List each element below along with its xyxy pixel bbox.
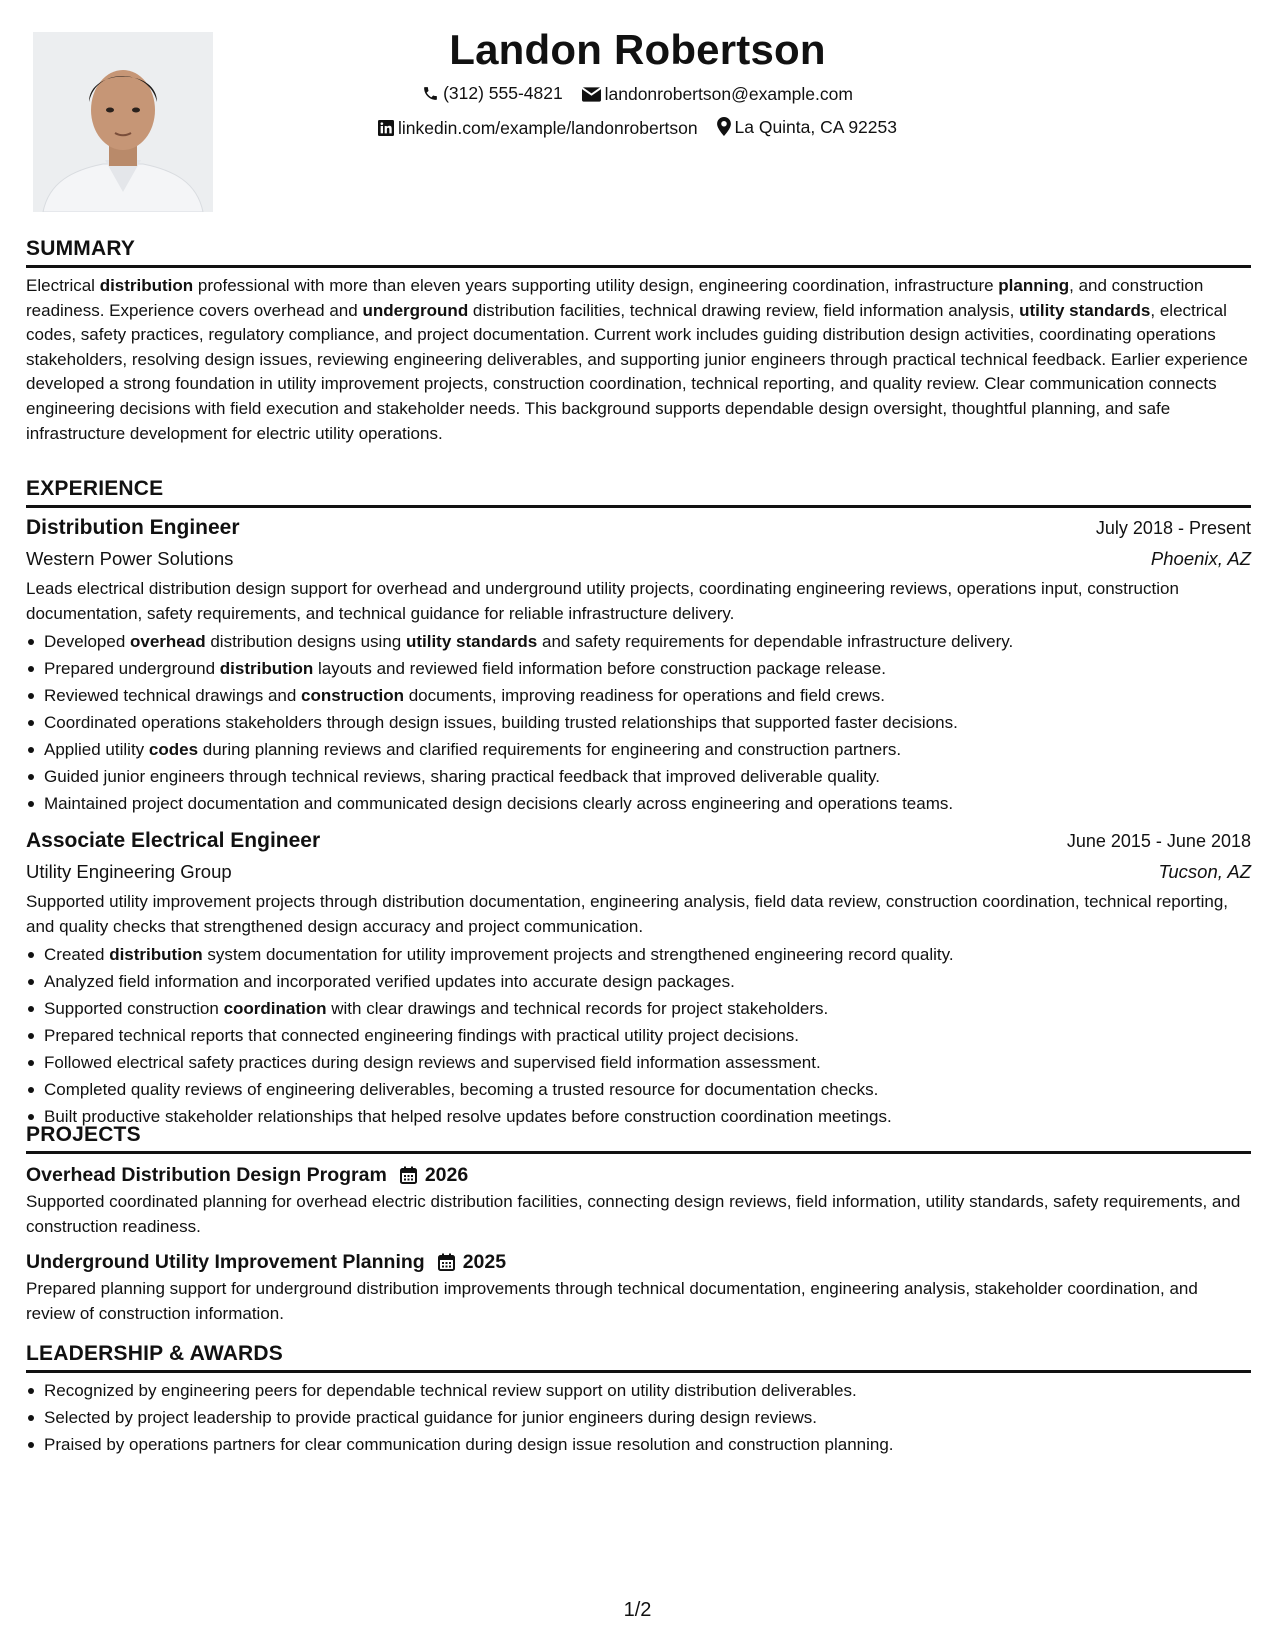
job-bullet-list	[26, 628, 1251, 817]
summary-section	[26, 236, 1251, 446]
phone-text: (312) 555-4821	[443, 83, 563, 103]
text-span: Electrical	[26, 276, 100, 295]
text-span: documents, improving readiness for operations and field crews.	[404, 686, 885, 705]
job-description: Supported utility improvement projects through distribution documentation, engineering analysis, field data review, construction coordination, technical reporting, and quality checks that strengthened design accuracy and project communication.	[26, 892, 1229, 936]
job-description: Leads electrical distribution design support for overhead and underground utility projects, coordinating engineering reviews, operations input, construction documentation, safety requirements, and technical guidance for reliable infrastructure delivery.	[26, 579, 1179, 623]
candidate-name: Landon Robertson	[449, 26, 826, 73]
text-span: Prepared underground	[44, 659, 220, 678]
bold-keyword: distribution	[99, 276, 194, 295]
text-span: and safety requirements for dependable infrastructure delivery.	[537, 632, 1014, 651]
job-bullet-list	[26, 941, 1251, 1130]
page-number: 1/2	[623, 1599, 652, 1621]
contact-row-1	[230, 82, 1045, 107]
list-item	[26, 628, 1251, 655]
list-item	[26, 655, 1251, 682]
text-span: , and construction readiness. Experience covers overhead and	[26, 276, 1204, 320]
bold-keyword: codes	[148, 740, 199, 759]
project-name: Overhead Distribution Design Program	[26, 1164, 387, 1186]
bold-keyword: construction	[301, 686, 404, 705]
experience-heading: EXPERIENCE	[26, 477, 164, 500]
job-location: Tucson, AZ	[1158, 861, 1251, 882]
text-span: professional with more than eleven years supporting utility design, engineering coordination, infrastructure	[193, 276, 999, 295]
project-description: Prepared planning support for underground distribution improvements through technical documentation, engineering analysis, stakeholder coordination, and review of construction information.	[26, 1279, 1198, 1323]
list-item	[26, 736, 1251, 763]
profile-photo	[33, 32, 213, 212]
text-span: system documentation for utility improvement projects and strengthened engineering record quality.	[202, 945, 954, 964]
text-span: Reviewed technical drawings and	[44, 686, 302, 705]
list-item	[26, 1049, 1251, 1076]
text-span: Maintained project documentation and communicated design decisions clearly across engineering and operations teams.	[44, 794, 954, 813]
phone-contact	[422, 82, 563, 104]
project-description: Supported coordinated planning for overhead electric distribution facilities, connecting design reviews, field information, utility standards, safety requirements, and construction readiness.	[26, 1192, 1241, 1236]
text-span: Prepared technical reports that connected engineering findings with practical utility project decisions.	[44, 1026, 800, 1045]
list-item: Selected by project leadership to provide practical guidance for junior engineers during design reviews.	[26, 1404, 1251, 1431]
list-item	[26, 941, 1251, 968]
bold-keyword: planning	[998, 276, 1070, 295]
projects-heading: PROJECTS	[26, 1123, 141, 1146]
project-year: 2026	[424, 1164, 469, 1186]
job-dates: July 2018 - Present	[1095, 518, 1251, 538]
summary-heading: SUMMARY	[26, 237, 136, 260]
location-text: La Quinta, CA 92253	[734, 116, 897, 137]
list-item	[26, 709, 1251, 736]
job-entry	[26, 826, 1251, 1130]
contact-row-2	[230, 116, 1045, 142]
linkedin-contact[interactable]	[378, 117, 698, 139]
text-span: layouts and reviewed field information before construction package release.	[313, 659, 886, 678]
job-company: Western Power Solutions	[26, 548, 234, 569]
project-year: 2025	[462, 1251, 507, 1273]
linkedin-text: linkedin.com/example/landonrobertson	[398, 118, 698, 138]
text-span: during planning reviews and clarified requirements for engineering and construction partners.	[198, 740, 902, 759]
location-contact	[717, 116, 897, 138]
job-entry	[26, 513, 1251, 817]
calendar-icon	[438, 1253, 455, 1271]
text-span: Completed quality reviews of engineering deliverables, becoming a trusted resource for documentation checks.	[44, 1080, 879, 1099]
map-pin-icon	[717, 117, 731, 136]
summary-text	[26, 274, 1251, 446]
section-divider	[26, 1151, 1251, 1154]
list-item: Praised by operations partners for clear communication during design issue resolution and construction planning.	[26, 1431, 1251, 1458]
calendar-icon	[400, 1166, 417, 1184]
bold-keyword: utility standards	[1019, 300, 1151, 320]
list-item: Recognized by engineering peers for dependable technical review support on utility distribution deliverables.	[26, 1377, 1251, 1404]
section-divider	[26, 505, 1251, 508]
bold-keyword: coordination	[223, 999, 327, 1018]
email-contact[interactable]	[582, 83, 853, 105]
phone-icon	[422, 85, 439, 102]
text-span: Coordinated operations stakeholders through design issues, building trusted relationships that supported faster decisions.	[44, 713, 958, 732]
list-item	[26, 968, 1251, 995]
list-item	[26, 1076, 1251, 1103]
bold-keyword: distribution	[219, 659, 314, 678]
text-span: Analyzed field information and incorporated verified updates into accurate design packages.	[44, 972, 735, 991]
text-span: with clear drawings and technical records for project stakeholders.	[326, 999, 829, 1018]
list-item	[26, 995, 1251, 1022]
project-entry	[26, 1160, 1251, 1239]
text-span: Followed electrical safety practices during design reviews and supervised field information assessment.	[44, 1053, 821, 1072]
leadership-bullet-list	[26, 1377, 1251, 1458]
section-divider	[26, 265, 1251, 268]
list-item	[26, 790, 1251, 817]
text-span: distribution facilities, technical drawing review, field information analysis,	[468, 300, 1020, 320]
leadership-heading: LEADERSHIP & AWARDS	[26, 1342, 283, 1365]
list-item	[26, 1022, 1251, 1049]
job-title: Distribution Engineer	[26, 516, 240, 539]
envelope-icon	[582, 87, 601, 102]
job-location: Phoenix, AZ	[1150, 548, 1251, 569]
job-company: Utility Engineering Group	[26, 861, 232, 882]
list-item	[26, 682, 1251, 709]
bold-keyword: distribution	[109, 945, 203, 964]
job-dates: June 2015 - June 2018	[1066, 831, 1251, 851]
bold-keyword: utility standards	[405, 632, 538, 651]
section-divider	[26, 1370, 1251, 1373]
list-item	[26, 763, 1251, 790]
project-entry	[26, 1247, 1251, 1326]
text-span: Applied utility	[44, 740, 149, 759]
project-name: Underground Utility Improvement Planning	[26, 1251, 425, 1273]
text-span: Created	[44, 945, 110, 964]
bold-keyword: underground	[362, 300, 469, 320]
leadership-section	[26, 1341, 1251, 1458]
job-title: Associate Electrical Engineer	[26, 829, 321, 852]
projects-section	[26, 1122, 1251, 1326]
experience-section	[26, 476, 1251, 1130]
bold-keyword: overhead	[130, 632, 206, 651]
text-span: Supported construction	[44, 999, 224, 1018]
text-span: distribution designs using	[205, 632, 406, 651]
text-span: , electrical codes, safety practices, regulatory compliance, and project documentation. Current work includes guiding distribution design activities, coordinating operations stakeholders, resolving design issues, reviewing engineering deliverables, and supporting junior engineers through practical technical feedback. Earlier experience developed a strong foundation in utility improvement projects, construction coordination, technical reporting, and quality review. Clear communication connects engineering decisions with field execution and stakeholder needs. This background supports dependable design oversight, thoughtful planning, and safe infrastructure development for electric utility operations.	[26, 300, 1248, 443]
text-span: Built productive stakeholder relationships that helped resolve updates before construction coordination meetings.	[44, 1107, 892, 1126]
text-span: Developed	[44, 632, 131, 651]
text-span: Guided junior engineers through technical reviews, sharing practical feedback that improved deliverable quality.	[44, 767, 880, 786]
email-text: landonrobertson@example.com	[604, 84, 853, 104]
resume-header	[230, 22, 1045, 141]
linkedin-icon	[378, 120, 394, 136]
